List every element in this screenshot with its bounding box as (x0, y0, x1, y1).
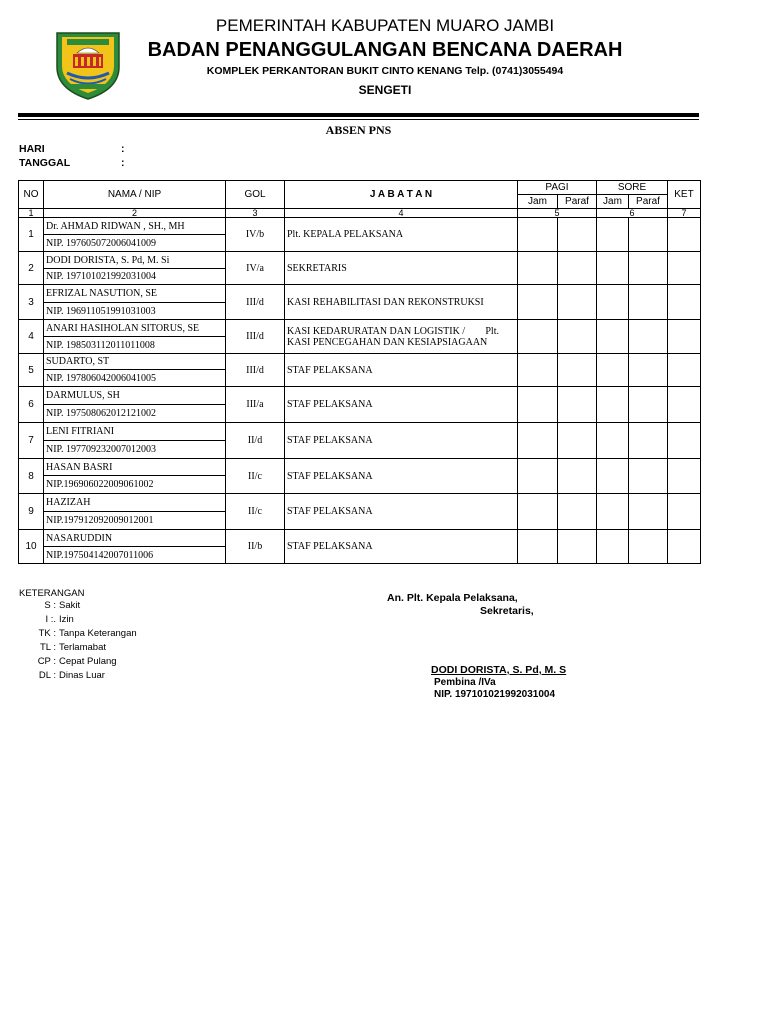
employee-position (285, 252, 518, 285)
col-header-ket: KET (668, 181, 701, 209)
employee-position (285, 354, 518, 387)
signatory-nip: NIP. 197101021992031004 (434, 689, 556, 700)
employee-nip: NIP.197912092009012001 (44, 512, 226, 530)
col-number-2: 2 (44, 209, 226, 218)
employee-position (285, 494, 518, 530)
pagi-paraf-cell (558, 285, 597, 320)
table-row (19, 218, 701, 235)
legend-label: Cepat Pulang (59, 656, 117, 667)
ket-cell (668, 494, 701, 530)
sore-jam-cell (597, 459, 629, 494)
col-header-nama-nip: NAMA / NIP (44, 181, 226, 209)
employee-position (285, 459, 518, 494)
tanggal-field (19, 157, 125, 169)
col-header-no: NO (19, 181, 44, 209)
sore-jam-cell (597, 494, 629, 530)
header-agency-name: BADAN PENANGGULANGAN BENCANA DAERAH (147, 39, 623, 61)
table-row (19, 285, 701, 303)
legend-label: Sakit (59, 600, 81, 611)
hari-label: HARI (19, 143, 45, 155)
letterhead-thick-rule (18, 113, 699, 117)
position-line-1: STAF PELAKSANA (287, 364, 373, 376)
col-header-pagi-paraf: Paraf (558, 195, 597, 209)
employee-nip: NIP. 197605072006041009 (44, 235, 226, 252)
employee-nip: NIP.196906022009061002 (44, 476, 226, 494)
ket-cell (668, 218, 701, 252)
col-number-4: 4 (285, 209, 518, 218)
employee-grade: IV/a (226, 252, 285, 285)
employee-grade: IV/b (226, 218, 285, 252)
legend-label: Terlamabat (59, 642, 106, 653)
pagi-paraf-cell (558, 252, 597, 285)
legend-code: CP : (37, 656, 56, 667)
ket-cell (668, 285, 701, 320)
tanggal-colon: : (121, 157, 125, 169)
row-number: 2 (19, 252, 44, 285)
sore-jam-cell (597, 218, 629, 252)
employee-grade: II/b (226, 530, 285, 564)
table-row (19, 494, 701, 512)
employee-position (285, 218, 518, 252)
tanggal-label: TANGGAL (19, 157, 71, 169)
ket-cell (668, 320, 701, 354)
pagi-jam-cell (518, 387, 558, 423)
employee-nip: NIP. 197101021992031004 (44, 269, 226, 285)
letterhead-thin-rule (18, 119, 699, 120)
document-title: ABSEN PNS (325, 123, 392, 137)
employee-grade: III/a (226, 387, 285, 423)
employee-name: ANARI HASIHOLAN SITORUS, SE (44, 320, 226, 337)
table-row (19, 320, 701, 337)
sore-jam-cell (597, 285, 629, 320)
employee-name: HAZIZAH (44, 494, 226, 512)
position-acting-note: Plt. (485, 325, 499, 337)
col-header-sore: SORE (597, 181, 668, 195)
employee-nip: NIP.197504142007011006 (44, 547, 226, 564)
employee-name: HASAN BASRI (44, 459, 226, 476)
sore-paraf-cell (629, 252, 668, 285)
legend-item (19, 656, 117, 667)
pagi-paraf-cell (558, 423, 597, 459)
sore-jam-cell (597, 423, 629, 459)
sore-jam-cell (597, 354, 629, 387)
sore-jam-cell (597, 530, 629, 564)
row-number: 9 (19, 494, 44, 530)
position-line-2: KASI PENCEGAHAN DAN KESIAPSIAGAAN (287, 336, 488, 348)
table-row (19, 252, 701, 269)
employee-nip: NIP. 197806042006041005 (44, 370, 226, 387)
employee-nip: NIP. 198503112011011008 (44, 337, 226, 354)
pagi-paraf-cell (558, 459, 597, 494)
row-number: 4 (19, 320, 44, 354)
pagi-jam-cell (518, 459, 558, 494)
col-header-jabatan: J A B A T A N (285, 181, 518, 209)
employee-grade: II/d (226, 423, 285, 459)
attendance-rows (19, 218, 701, 564)
col-number-1: 1 (19, 209, 44, 218)
row-number: 6 (19, 387, 44, 423)
pagi-jam-cell (518, 285, 558, 320)
position-line-1: KASI REHABILITASI DAN REKONSTRUKSI (287, 296, 484, 308)
employee-grade: III/d (226, 320, 285, 354)
position-line-1: STAF PELAKSANA (287, 399, 373, 410)
signatory-name: DODI DORISTA, S. Pd, M. S (431, 664, 567, 676)
legend-code: I :. (45, 614, 56, 625)
col-number-3: 3 (226, 209, 285, 218)
col-header-sore-paraf: Paraf (629, 195, 668, 209)
employee-name: NASARUDDIN (44, 530, 226, 547)
legend-code: S : (44, 600, 56, 611)
table-row (19, 459, 701, 476)
employee-position (285, 530, 518, 564)
pagi-jam-cell (518, 252, 558, 285)
pagi-paraf-cell (558, 494, 597, 530)
ket-cell (668, 423, 701, 459)
employee-grade: III/d (226, 285, 285, 320)
position-line-1: KASI KEDARURATAN DAN LOGISTIK / (287, 325, 466, 337)
employee-grade: II/c (226, 459, 285, 494)
col-header-sore-jam: Jam (597, 195, 629, 209)
position-line-1: STAF PELAKSANA (287, 541, 373, 552)
sore-paraf-cell (629, 494, 668, 530)
employee-name: DARMULUS, SH (44, 387, 226, 405)
sore-paraf-cell (629, 320, 668, 354)
attendance-table (18, 180, 701, 564)
sore-paraf-cell (629, 285, 668, 320)
row-number: 3 (19, 285, 44, 320)
row-number: 1 (19, 218, 44, 252)
row-number: 5 (19, 354, 44, 387)
col-number-6: 6 (597, 209, 668, 218)
regency-crest-icon (53, 27, 123, 101)
legend-item (19, 642, 106, 653)
pagi-jam-cell (518, 354, 558, 387)
legend-item (19, 614, 74, 625)
ket-cell (668, 354, 701, 387)
position-line-1: STAF PELAKSANA (287, 470, 373, 482)
col-header-pagi-jam: Jam (518, 195, 558, 209)
signature-role: Sekretaris, (480, 605, 534, 617)
row-number: 10 (19, 530, 44, 564)
pagi-paraf-cell (558, 530, 597, 564)
pagi-paraf-cell (558, 218, 597, 252)
legend-item (19, 600, 80, 611)
table-row (19, 530, 701, 547)
table-row (19, 387, 701, 405)
position-line-1: STAF PELAKSANA (287, 506, 373, 517)
table-row (19, 423, 701, 441)
pagi-jam-cell (518, 423, 558, 459)
header-address: KOMPLEK PERKANTORAN BUKIT CINTO KENANG Telp. (0741)3055494 (206, 65, 564, 77)
table-row (19, 354, 701, 370)
sore-jam-cell (597, 252, 629, 285)
employee-name: SUDARTO, ST (44, 354, 226, 370)
position-line-1: Plt. KEPALA PELAKSANA (287, 229, 404, 240)
sore-paraf-cell (629, 459, 668, 494)
ket-cell (668, 459, 701, 494)
col-number-5: 5 (518, 209, 597, 218)
employee-nip: NIP. 196911051991031003 (44, 303, 226, 320)
legend-label: Dinas Luar (59, 670, 105, 681)
keterangan-title: KETERANGAN (19, 588, 85, 599)
sore-paraf-cell (629, 354, 668, 387)
header-government-name: PEMERINTAH KABUPATEN MUARO JAMBI (215, 16, 555, 35)
sore-jam-cell (597, 320, 629, 354)
ket-cell (668, 530, 701, 564)
legend-item (19, 628, 137, 639)
hari-colon: : (121, 143, 125, 155)
pagi-paraf-cell (558, 320, 597, 354)
legend-code: DL : (38, 670, 56, 681)
pagi-paraf-cell (558, 387, 597, 423)
pagi-jam-cell (518, 320, 558, 354)
position-line-1: STAF PELAKSANA (287, 435, 373, 446)
employee-nip: NIP. 197709232007012003 (44, 441, 226, 459)
employee-grade: II/c (226, 494, 285, 530)
legend-code: TK : (38, 628, 56, 639)
sore-paraf-cell (629, 423, 668, 459)
row-number: 7 (19, 423, 44, 459)
pagi-paraf-cell (558, 354, 597, 387)
employee-grade: III/d (226, 354, 285, 387)
hari-field (19, 143, 125, 155)
legend-label: Tanpa Keterangan (59, 628, 137, 639)
employee-name: DODI DORISTA, S. Pd, M. Si (44, 252, 226, 269)
signatory-rank: Pembina /IVa (434, 677, 496, 688)
employee-nip: NIP. 197508062012121002 (44, 405, 226, 423)
sore-jam-cell (597, 387, 629, 423)
legend-label: Izin (59, 614, 74, 625)
col-header-gol: GOL (226, 181, 285, 209)
employee-name: LENI FITRIANI (44, 423, 226, 441)
header-location: SENGETI (358, 83, 412, 97)
employee-position (285, 285, 518, 320)
position-line-1: SEKRETARIS (287, 262, 347, 274)
pagi-jam-cell (518, 530, 558, 564)
employee-position (285, 423, 518, 459)
employee-name: Dr. AHMAD RIDWAN , SH., MH (44, 218, 226, 235)
pagi-jam-cell (518, 218, 558, 252)
ket-cell (668, 252, 701, 285)
employee-name: EFRIZAL NASUTION, SE (44, 285, 226, 303)
col-header-pagi: PAGI (518, 181, 597, 195)
sore-paraf-cell (629, 218, 668, 252)
ket-cell (668, 387, 701, 423)
sore-paraf-cell (629, 387, 668, 423)
row-number: 8 (19, 459, 44, 494)
pagi-jam-cell (518, 494, 558, 530)
col-number-7: 7 (668, 209, 701, 218)
legend-item (19, 670, 105, 681)
employee-position (285, 387, 518, 423)
signature-authority: An. Plt. Kepala Pelaksana, (387, 592, 518, 604)
employee-position (285, 320, 518, 354)
legend-code: TL : (39, 642, 56, 653)
sore-paraf-cell (629, 530, 668, 564)
